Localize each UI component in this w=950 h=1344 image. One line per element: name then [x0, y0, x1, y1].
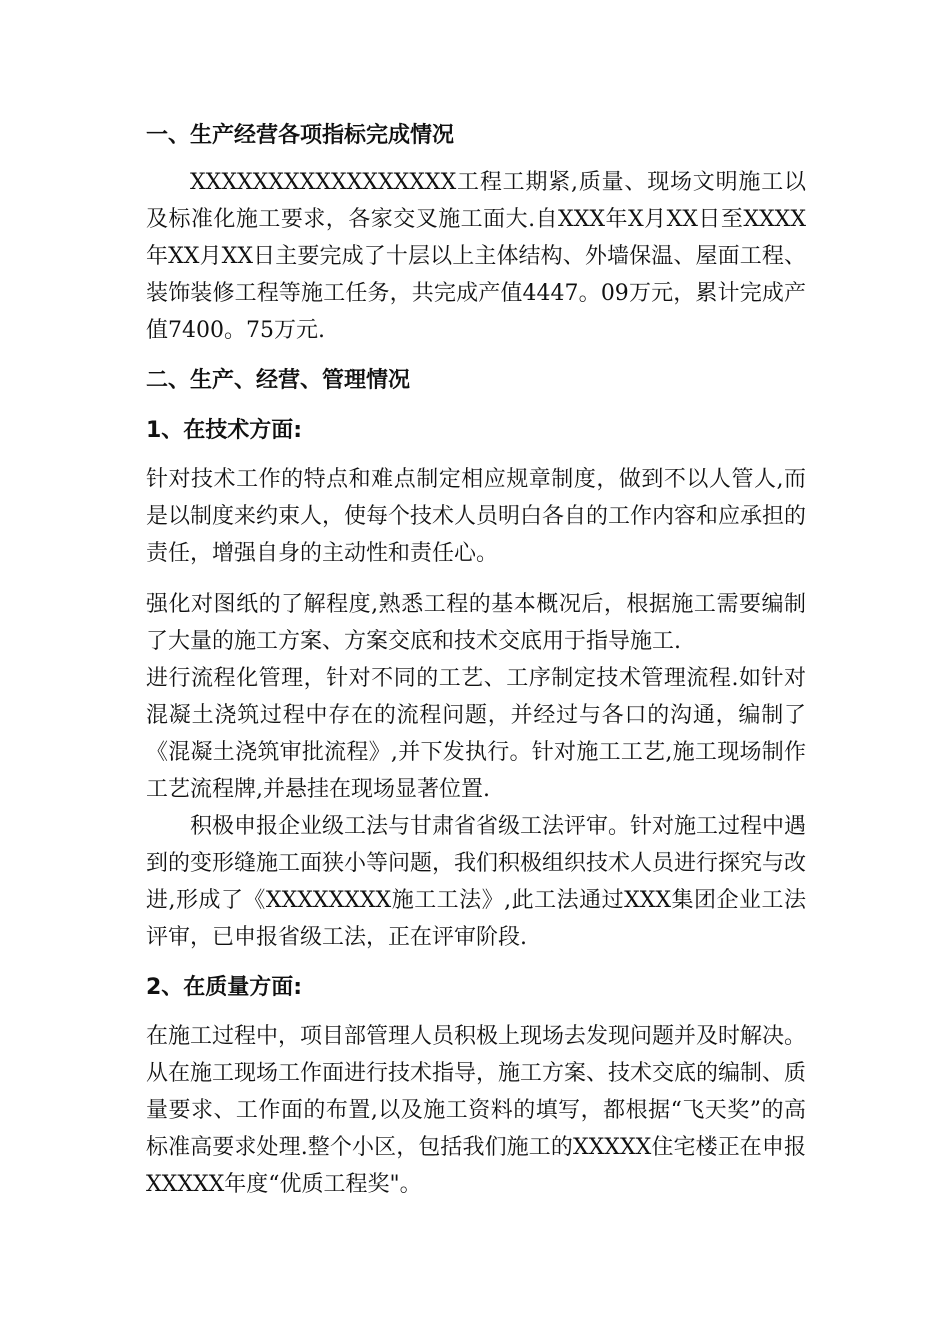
section1-heading: 一、生产经营各项指标完成情况: [146, 123, 455, 148]
tech-paragraph-1: 针对技术工作的特点和难点制定相应规章制度，做到不以人管人,而是以制度来约束人，使每个技术人员明白各自的工作内容和应承担的责任，增强自身的主动性和责任心。: [146, 467, 807, 566]
quality-paragraph-1: 在施工过程中，项目部管理人员积极上现场去发现问题并及时解决。从在施工现场工作面进行技术指导，施工方案、技术交底的编制、质量要求、工作面的布置,以及施工资料的填写，都根据“飞天奖”的高标准高要求处理.整个小区，包括我们施工的XXXXX住宅楼正在申报XXXXX年度“优质工程奖"。: [146, 1024, 807, 1197]
section2-heading: 二、生产、经营、管理情况: [146, 368, 411, 393]
document-page: [146, 118, 806, 1203]
quality-heading: 2、在质量方面:: [146, 975, 303, 1000]
tech-paragraph-2: 强化对图纸的了解程度,熟悉工程的基本概况后，根据施工需要编制了大量的施工方案、方案交底和技术交底用于指导施工.: [146, 592, 806, 654]
tech-paragraph-3: 进行流程化管理，针对不同的工艺、工序制定技术管理流程.如针对混凝土浇筑过程中存在的流程问题，并经过与各口的沟通，编制了《混凝土浇筑审批流程》,并下发执行。针对施工工艺,施工现场制作工艺流程牌,并悬挂在现场显著位置.: [146, 666, 806, 802]
tech-paragraph-4: 积极申报企业级工法与甘肃省省级工法评审。针对施工过程中遇到的变形缝施工面狭小等问题，我们积极组织技术人员进行探究与改进,形成了《XXXXXXXX施工工法》,此工法通过XXX集团企业工法评审，已申报省级工法，正在评审阶段.: [146, 814, 807, 950]
section1-paragraph: XXXXXXXXXXXXXXXXX工程工期紧,质量、现场文明施工以及标准化施工要求，各家交叉施工面大.自XXX年X月XX日至XXXX年XX月XX日主要完成了十层以上主体结构、外墙保温、屋面工程、装饰装修工程等施工任务，共完成产值4447。09万元，累计完成产值7400。75万元.: [146, 170, 806, 343]
tech-heading: 1、在技术方面:: [146, 418, 303, 443]
